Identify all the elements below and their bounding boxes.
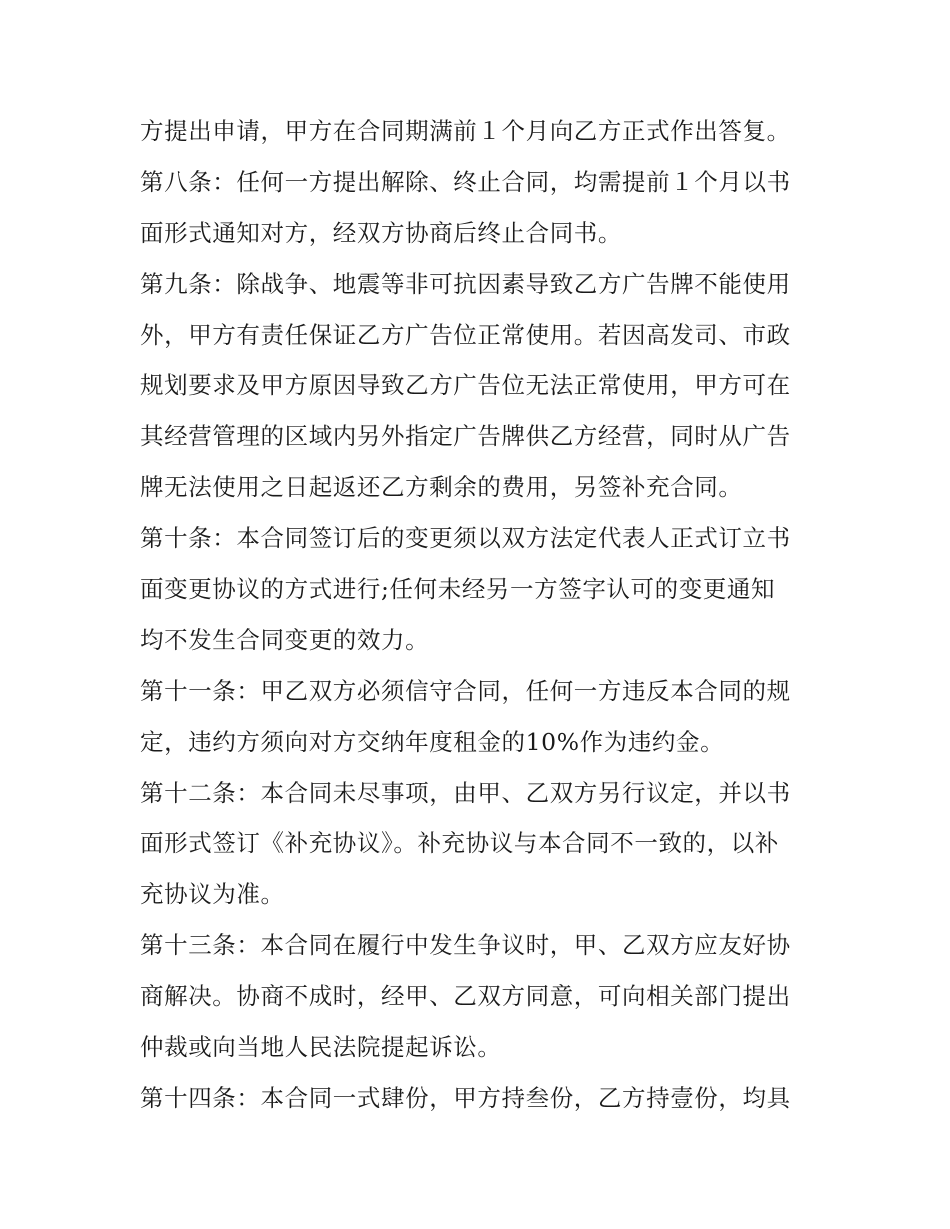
text-line: 面变更协议的方式进行;任何未经另一方签字认可的变更通知 [140,575,776,604]
text-line: 第八条：任何一方提出解除、终止合同，均需提前１个月以书 [140,167,791,196]
text-line: 第十二条：本合同未尽事项，由甲、乙双方另行议定，并以书 [140,778,791,807]
text-line: 均不发生合同变更的效力。 [140,625,430,654]
text-line: 面形式通知对方，经双方协商后终止合同书。 [140,218,622,247]
text-line: 定，违约方须向对方交纳年度租金的10%作为违约金。 [140,727,725,756]
text-line: 第十条：本合同签订后的变更须以双方法定代表人正式订立书 [140,524,791,553]
text-line: 仲裁或向当地人民法院提起诉讼。 [140,1033,502,1062]
text-line: 外，甲方有责任保证乙方广告位正常使用。若因高发司、市政 [140,320,791,349]
text-line: 其经营管理的区域内另外指定广告牌供乙方经营，同时从广告 [140,422,791,451]
text-line: 第十四条：本合同一式肆份，甲方持叁份，乙方持壹份，均具 [140,1083,791,1112]
text-line: 第九条：除战争、地震等非可抗因素导致乙方广告牌不能使用 [140,269,791,298]
text-line: 方提出申请，甲方在合同期满前１个月向乙方正式作出答复。 [140,117,791,145]
text-line: 规划要求及甲方原因导致乙方广告位无法正常使用，甲方可在 [140,371,791,400]
text-line: 第十一条：甲乙双方必须信守合同，任何一方违反本合同的规 [140,676,791,705]
contract-text-body [140,106,820,1124]
text-line: 商解决。协商不成时，经甲、乙双方同意，可向相关部门提出 [140,982,791,1011]
text-line: 充协议为准。 [140,880,285,909]
text-line: 面形式签订《补充协议》。补充协议与本合同不一致的，以补 [140,829,779,858]
text-line: 牌无法使用之日起返还乙方剩余的费用，另签补充合同。 [140,473,743,502]
text-line: 第十三条：本合同在履行中发生争议时，甲、乙双方应友好协 [140,931,791,960]
